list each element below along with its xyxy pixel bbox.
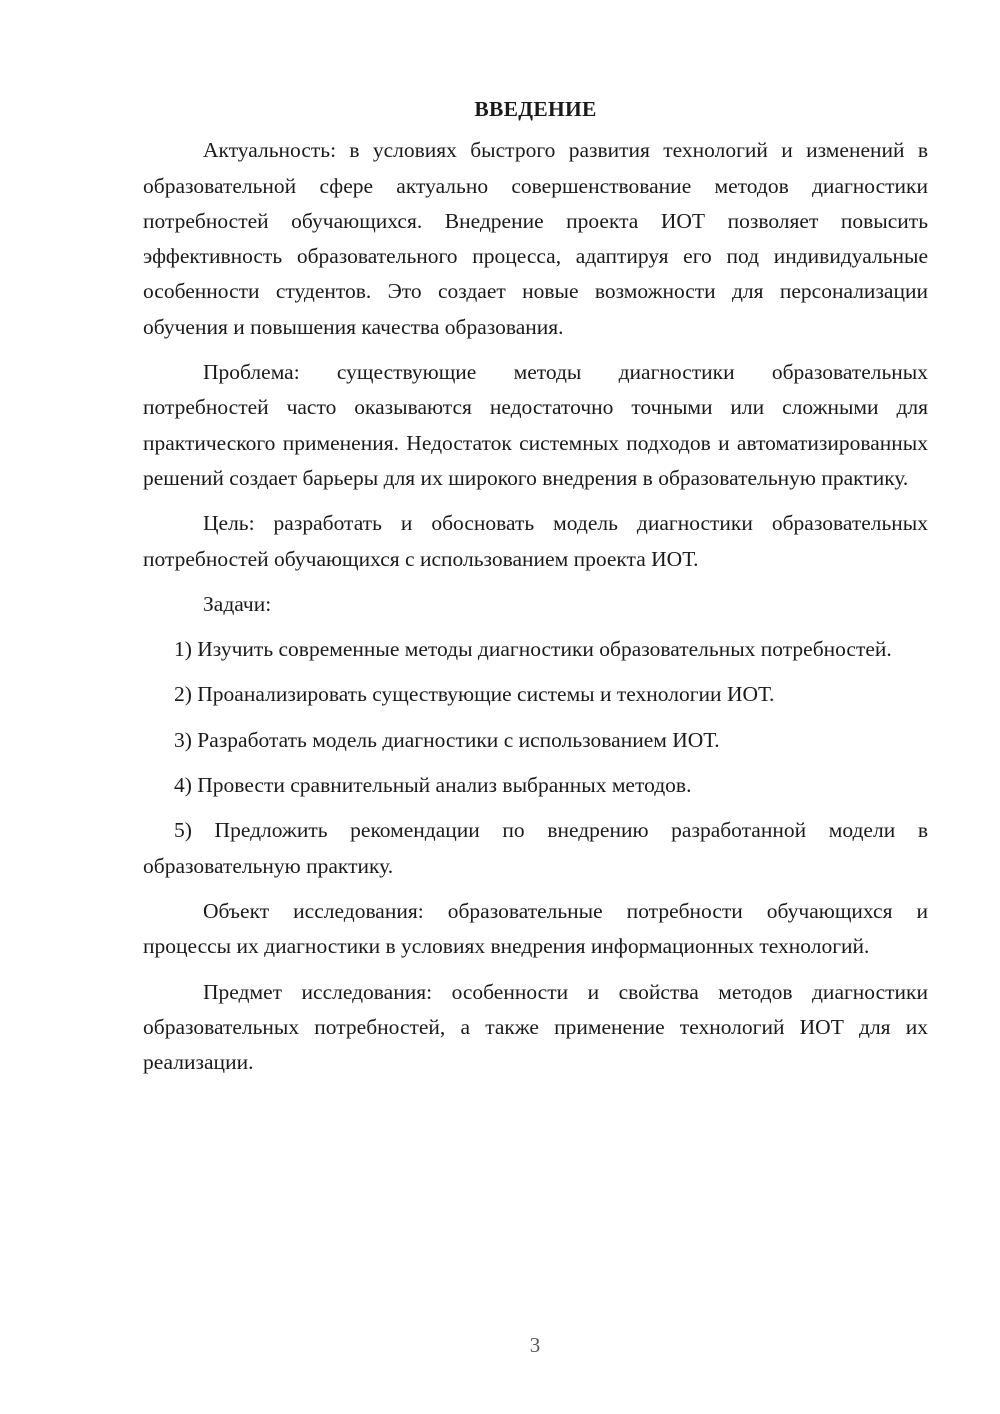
page-number: 3 (529, 1333, 541, 1357)
task-item-3: 3) Разработать модель диагностики с использованием ИОТ. (174, 727, 720, 752)
task-item-2: 2) Проанализировать существующие системы и технологии ИОТ. (174, 682, 775, 707)
paragraph-goal: Цель: разработать и обосновать модель диагностики образовательных потребностей обучающихся с использованием проекта ИОТ. (143, 511, 928, 571)
paragraph-object: Объект исследования: образовательные потребности обучающихся и процессы их диагностики в условиях внедрения информационных технологий. (143, 898, 928, 959)
paragraph-problem: Проблема: существующие методы диагностики образовательных потребностей часто оказываются недостаточно точными или сложными для практического применения. Недостаток системных подходов и автоматизированных решений создает барьеры для их широкого внедрения в образовательную практику. (143, 360, 928, 490)
paragraph-relevance: Актуальность: в условиях быстрого развития технологий и изменений в образовательной сфере актуально совершенствование методов диагностики потребностей обучающихся. Внедрение проекта ИОТ позволяет повысить эффективность образовательного процесса, адаптируя его под индивидуальные особенности студентов. Это создает новые возможности для персонализации обучения и повышения качества образования. (143, 138, 928, 339)
task-item-4: 4) Провести сравнительный анализ выбранных методов. (174, 773, 692, 798)
page-content (143, 92, 928, 1090)
section-heading: ВВЕДЕНИЕ (474, 97, 597, 121)
task-item-1: 1) Изучить современные методы диагностики образовательных потребностей. (174, 637, 892, 662)
paragraph-subject: Предмет исследования: особенности и свойства методов диагностики образовательных потребностей, а также применение технологий ИОТ для их реализации. (143, 979, 928, 1075)
tasks-label: Задачи: (203, 591, 272, 616)
task-item-5: 5) Предложить рекомендации по внедрению разработанной модели в образовательную практику. (143, 818, 928, 878)
